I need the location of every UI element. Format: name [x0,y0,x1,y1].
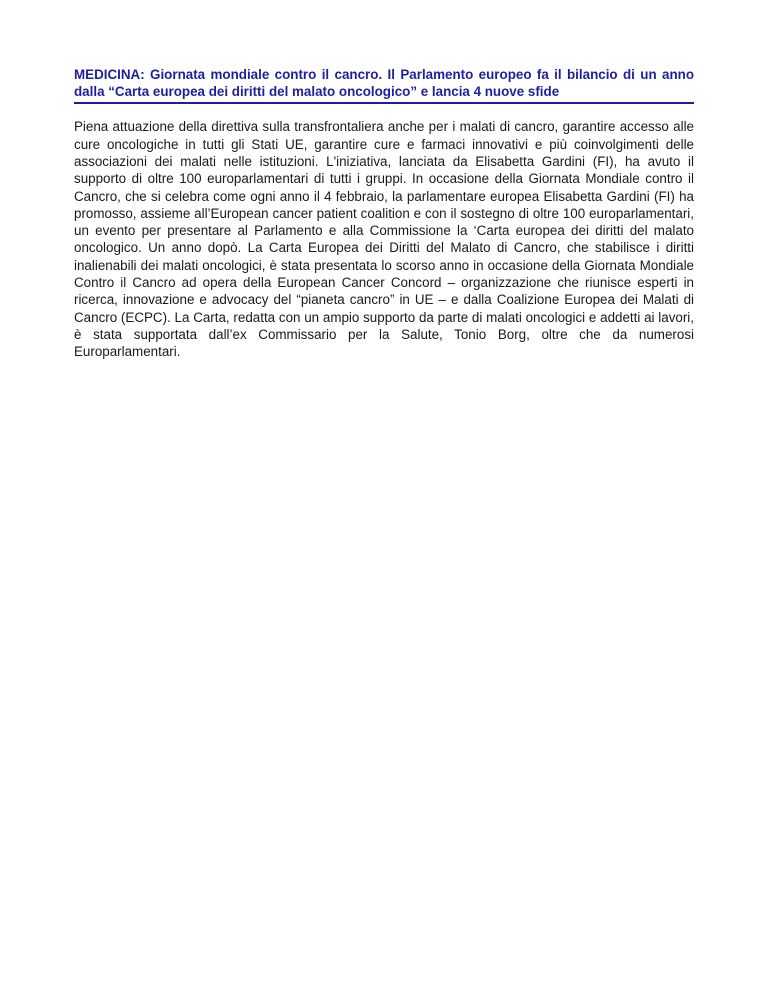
headline-divider [74,102,694,104]
article-body: Piena attuazione della direttiva sulla transfrontaliera anche per i malati di cancro, garantire accesso alle cure oncologiche in tutti gli Stati UE, garantire cure e farmaci innovativi e più coinvolgimenti delle associazioni dei malati nelle istituzioni. L'iniziativa, lanciata da Elisabetta Gardini (FI), ha avuto il supporto di oltre 100 europarlamentari di tutti i gruppi. In occasione della Giornata Mondiale contro il Cancro, che si celebra come ogni anno il 4 febbraio, la parlamentare europea Elisabetta Gardini (FI) ha promosso, assieme all’European cancer patient coalition e con il sostegno di oltre 100 europarlamentari, un evento per presentare al Parlamento e alla Commissione la ‘Carta europea dei diritti del malato oncologico. Un anno dopò. La Carta Europea dei Diritti del Malato di Cancro, che stabilisce i diritti inalienabili dei malati oncologici, è stata presentata lo scorso anno in occasione della Giornata Mondiale Contro il Cancro ad opera della European Cancer Concord – organizzazione che riunisce esperti in ricerca, innovazione e advocacy del “pianeta cancro” in UE – e dalla Coalizione Europea dei Malati di Cancro (ECPC). La Carta, redatta con un ampio supporto da parte di malati oncologici e addetti ai lavori, è stata supportata dall’ex Commissario per la Salute, Tonio Borg, oltre che da numerosi Europarlamentari. [74,119,694,360]
article-headline: MEDICINA: Giornata mondiale contro il cancro. Il Parlamento europeo fa il bilancio di un anno dalla “Carta europea dei diritti del malato oncologico” e lancia 4 nuove sfide [74,67,694,100]
document-page [74,66,694,361]
